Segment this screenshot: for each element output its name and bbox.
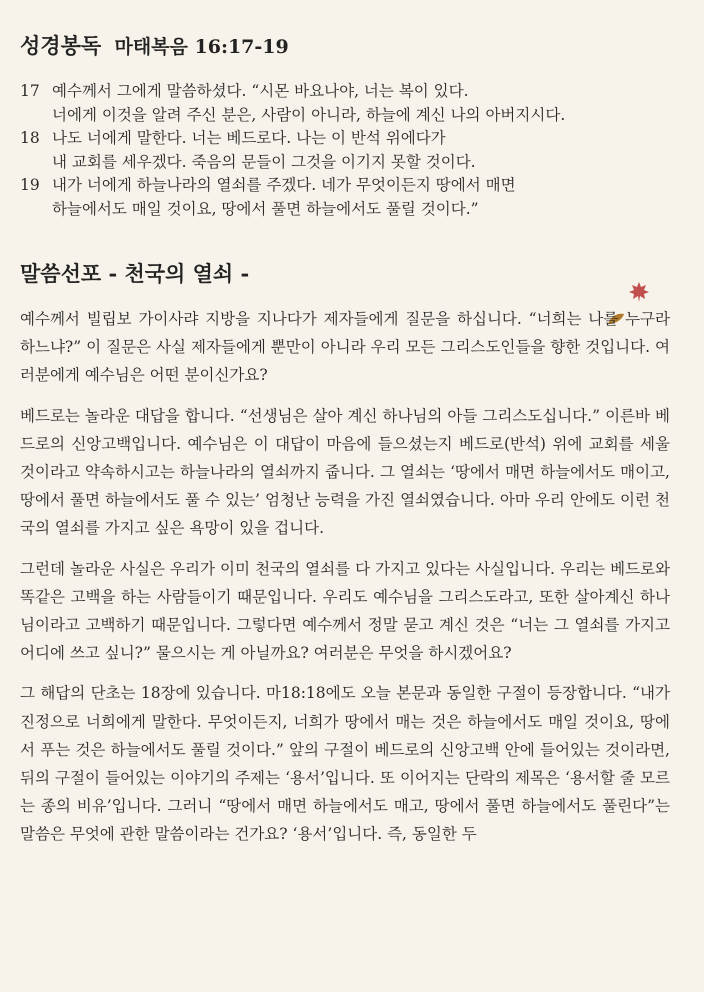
sermon-title: 말씀선포 - 천국의 열쇠 - [20, 261, 250, 286]
verse-number: 17 [20, 82, 40, 100]
verse-text: 내가 너에게 하늘나라의 열쇠를 주겠다. 네가 무엇이든지 땅에서 매면 하늘에서도 매일 것이요, 땅에서 풀면 하늘에서도 풀릴 것이다.” [52, 176, 516, 218]
sermon-paragraph: 예수께서 빌립보 가이사랴 지방을 지나다가 제자들에게 질문을 하십니다. “너희는 나를 누구라 하느냐?” 이 질문은 사실 제자들에게 뿐만이 아니라 우리 모든 그리스도인들을 향한 것입니다. 여러분에게 예수님은 어떤 분이신가요? [20, 310, 670, 385]
verse-item [20, 127, 690, 174]
verse-item [20, 174, 690, 221]
verse-number: 19 [20, 176, 40, 195]
verse-text: 나도 너에게 말한다. 너는 베드로다. 나는 이 반석 위에다가 내 교회를 세우겠다. 죽음의 문들이 그것을 이기지 못할 것이다. [52, 129, 476, 171]
sermon-paragraph: 그 해답의 단초는 18장에 있습니다. 마18:18에도 오늘 본문과 동일한 구절이 등장합니다. “내가 진정으로 너희에게 말한다. 무엇이든지, 너희가 땅에서 매는 것은 하늘에서도 매일 것이요, 땅에서 푸는 것은 하늘에서도 풀릴 것이다.” 앞의 구절이 베드로의 신앙고백 안에 들어있는 것이라면, 뒤의 구절이 들어있는 이야기의 주제는 ‘용서’입니다. 또 이어지는 단락의 제목은 ‘용서할 줄 모르는 종의 비유’입니다. 그러니 “땅에서 매면 하늘에서도 매고, 땅에서 풀면 하늘에서도 풀린다”는 말씀은 무엇에 관한 말씀이라는 건가요? ‘용서’입니다. 즉, 동일한 두 [20, 684, 670, 844]
sermon-paragraph: 베드로는 놀라운 대답을 합니다. “선생님은 살아 계신 하나님의 아들 그리스도십니다.” 이른바 베드로의 신앙고백입니다. 예수님은 이 대답이 마음에 들으셨는지 베드로(반석) 위에 교회를 세울 것이라고 약속하시고는 하늘나라의 열쇠까지 줍니다. 그 열쇠는 ‘땅에서 매면 하늘에서도 매이고, 땅에서 풀면 하늘에서도 풀 수 있는’ 엄청난 능력을 가진 열쇠였습니다. 아마 우리 안에도 이런 천국의 열쇠를 가지고 싶은 욕망이 있을 겁니다. [20, 406, 670, 538]
sermon-body [20, 305, 670, 861]
verse-item [20, 80, 690, 127]
reading-heading [20, 30, 289, 60]
verse-number: 18 [20, 129, 40, 148]
reading-reference: 마태복음 16:17-19 [114, 36, 289, 58]
verse-text: 예수께서 그에게 말씀하셨다. “시몬 바요나야, 너는 복이 있다. 너에게 이것을 알려 주신 분은, 사람이 아니라, 하늘에 계신 나의 아버지시다. [52, 82, 566, 124]
reading-title: 성경봉독 [20, 33, 102, 58]
verse-list [20, 80, 690, 222]
maple-leaf-icon [628, 280, 650, 304]
sermon-paragraph: 그런데 놀라운 사실은 우리가 이미 천국의 열쇠를 다 가지고 있다는 사실입니다. 우리는 베드로와 똑같은 고백을 하는 사람들이기 때문입니다. 우리도 예수님을 그리스도라고, 또한 살아계신 하나님이라고 고백하기 때문입니다. 그렇다면 예수께서 정말 묻고 계신 것은 “너는 그 열쇠를 가지고 어디에 쓰고 싶니?” 물으시는 게 아닐까요? 여러분은 무엇을 하시겠어요? [20, 559, 670, 663]
